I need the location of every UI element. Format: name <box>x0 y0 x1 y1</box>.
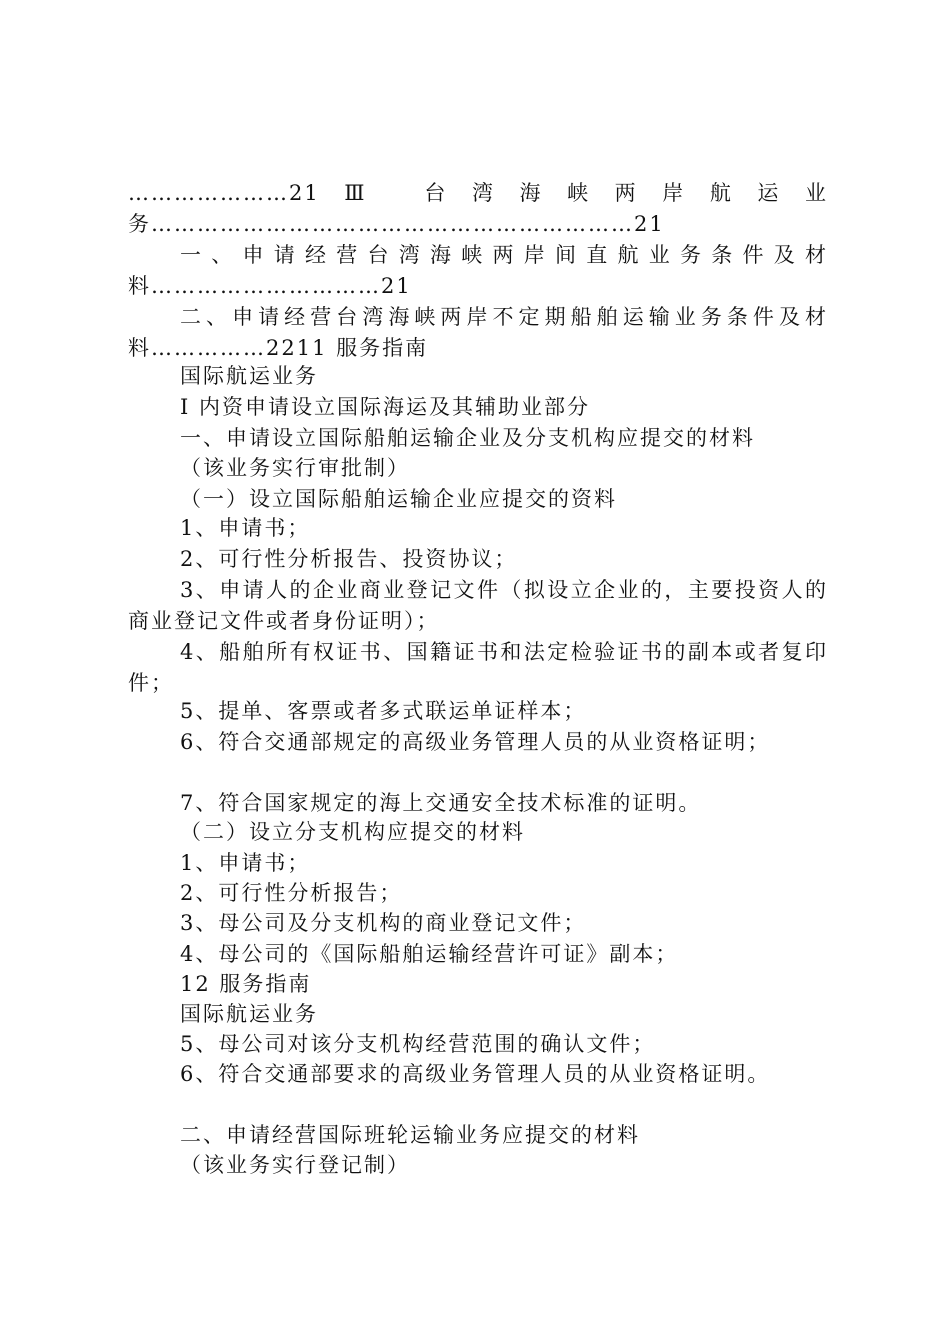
list-item: 1、申请书； <box>180 851 311 875</box>
list-item: 3、母公司及分支机构的商业登记文件； <box>180 911 587 935</box>
list-item: 2、可行性分析报告、投资协议； <box>180 547 518 571</box>
list-item: 6、符合交通部规定的高级业务管理人员的从业资格证明； <box>180 730 771 754</box>
toc-entry-1: 一、申请经营台湾海峡两岸间直航业务条件及材料…………………………21 <box>128 243 828 298</box>
sub1-title: （一）设立国际船舶运输企业应提交的资料 <box>180 487 617 511</box>
list-item: 5、提单、客票或者多式联运单证样本； <box>180 699 587 723</box>
sub2-title: （二）设立分支机构应提交的材料 <box>180 820 525 844</box>
toc-entry-2: 二、申请经营台湾海峡两岸不定期船舶运输业务条件及材料……………2211 服务指南 <box>128 305 828 360</box>
item2-note: （该业务实行登记制） <box>180 1153 410 1177</box>
list-item: 5、母公司对该分支机构经营范围的确认文件； <box>180 1032 656 1056</box>
page-footer: 12 服务指南 <box>180 972 312 996</box>
part-title: Ⅰ 内资申请设立国际海运及其辅助业部分 <box>180 395 590 419</box>
list-item: 4、母公司的《国际船舶运输经营许可证》副本； <box>180 942 679 966</box>
list-item: 7、符合国家规定的海上交通安全技术标准的证明。 <box>180 791 702 815</box>
section-header: 国际航运业务 <box>180 364 318 388</box>
page-header: 国际航运业务 <box>180 1002 318 1026</box>
toc-entry-iii: …………………21Ⅲ 台湾海峡两岸航运业务………………………………………………………21 <box>128 181 828 236</box>
item1-note: （该业务实行审批制） <box>180 456 410 480</box>
list-item: 4、船舶所有权证书、国籍证书和法定检验证书的副本或者复印件； <box>128 640 828 695</box>
item1-title: 一、申请设立国际船舶运输企业及分支机构应提交的材料 <box>180 426 755 450</box>
list-item: 6、符合交通部要求的高级业务管理人员的从业资格证明。 <box>180 1062 771 1086</box>
list-item: 1、申请书； <box>180 516 311 540</box>
list-item: 2、可行性分析报告； <box>180 881 403 905</box>
item2-title: 二、申请经营国际班轮运输业务应提交的材料 <box>180 1123 640 1147</box>
list-item: 3、申请人的企业商业登记文件（拟设立企业的，主要投资人的商业登记文件或者身份证明）； <box>128 578 828 633</box>
